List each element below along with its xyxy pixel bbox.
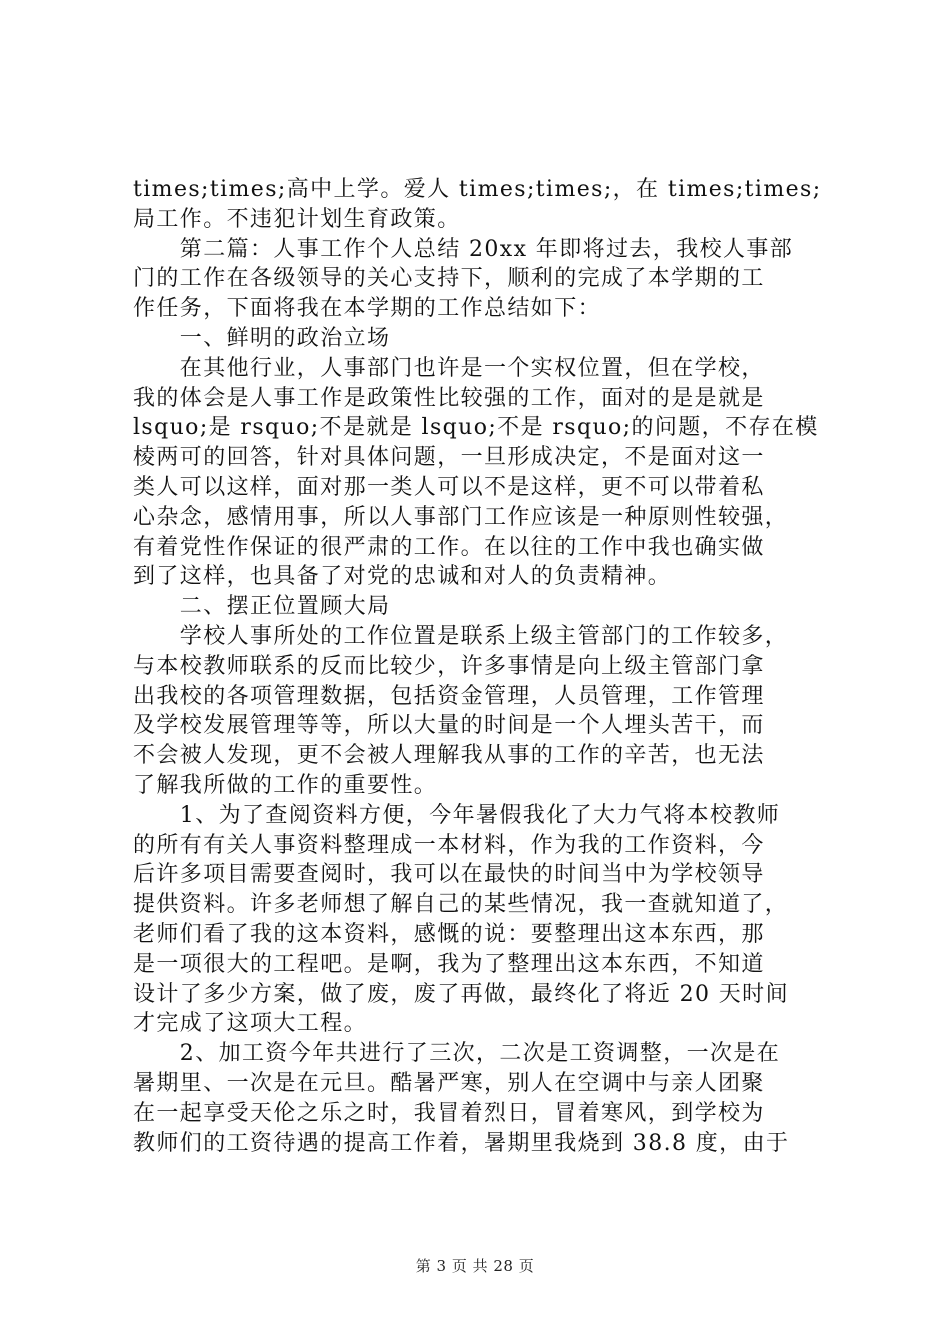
text-line: 了解我所做的工作的重要性。 <box>133 772 438 798</box>
text-line: 我的体会是人事工作是政策性比较强的工作，面对的是是就是 <box>133 385 765 411</box>
text-line: 局工作。不违犯计划生育政策。 <box>133 206 461 232</box>
text-line: 棱两可的回答，针对具体问题，一旦形成决定，不是面对这一 <box>133 445 765 471</box>
text-line: lsquo;是 rsquo;不是就是 lsquo;不是 rsquo;的问题，不存在模 <box>133 415 819 441</box>
document-body <box>133 175 833 1158</box>
section-heading: 一、鲜明的政治立场 <box>133 325 391 351</box>
text-line: times;times;高中上学。爱人 times;times;，在 times;times; <box>133 177 822 202</box>
text-line: 教师们的工资待遇的提高工作着，暑期里我烧到 38.8 度，由于 <box>133 1130 790 1156</box>
text-line: 老师们看了我的这本资料，感慨的说：要整理出这本东西，那 <box>133 921 765 947</box>
text-line: 作任务，下面将我在本学期的工作总结如下： <box>133 296 602 322</box>
section-heading: 二、摆正位置顾大局 <box>133 594 391 620</box>
text-line: 1、为了查阅资料方便，今年暑假我化了大力气将本校教师 <box>133 802 781 828</box>
text-line: 暑期里、一次是在元旦。酷暑严寒，别人在空调中与亲人团聚 <box>133 1070 765 1096</box>
text-line: 后许多项目需要查阅时，我可以在最快的时间当中为学校领导 <box>133 862 765 888</box>
text-line: 到了这样，也具备了对党的忠诚和对人的负责精神。 <box>133 564 672 590</box>
text-line: 在其他行业，人事部门也许是一个实权位置，但在学校， <box>133 355 765 381</box>
text-line: 类人可以这样，面对那一类人可以不是这样，更不可以带着私 <box>133 474 765 500</box>
text-line: 有着党性作保证的很严肃的工作。在以往的工作中我也确实做 <box>133 534 765 560</box>
text-line: 在一起享受天伦之乐之时，我冒着烈日，冒着寒风，到学校为 <box>133 1100 765 1126</box>
text-line: 与本校教师联系的反而比较少，许多事情是向上级主管部门拿 <box>133 653 765 679</box>
text-line: 学校人事所处的工作位置是联系上级主管部门的工作较多， <box>133 623 789 649</box>
page-footer: 第 3 页 共 28 页 <box>415 1257 535 1275</box>
text-line: 是一项很大的工程吧。是啊，我为了整理出这本东西，不知道 <box>133 951 765 977</box>
text-line: 设计了多少方案，做了废，废了再做，最终化了将近 20 天时间 <box>133 981 789 1007</box>
text-line: 提供资料。许多老师想了解自己的某些情况，我一查就知道了， <box>133 892 789 918</box>
text-line: 门的工作在各级领导的关心支持下，顺利的完成了本学期的工 <box>133 266 765 292</box>
text-line: 心杂念，感情用事，所以人事部门工作应该是一种原则性较强， <box>133 504 789 530</box>
text-line: 出我校的各项管理数据，包括资金管理，人员管理，工作管理 <box>133 683 765 709</box>
text-line: 2、加工资今年共进行了三次，二次是工资调整，一次是在 <box>133 1041 781 1067</box>
text-line: 不会被人发现，更不会被人理解我从事的工作的辛苦，也无法 <box>133 743 765 769</box>
text-line: 的所有有关人事资料整理成一本材料，作为我的工作资料，今 <box>133 832 765 858</box>
text-line: 才完成了这项大工程。 <box>133 1011 368 1037</box>
text-line: 第二篇：人事工作个人总结 20xx 年即将过去，我校人事部 <box>133 236 794 262</box>
text-line: 及学校发展管理等等，所以大量的时间是一个人埋头苦干，而 <box>133 713 765 739</box>
